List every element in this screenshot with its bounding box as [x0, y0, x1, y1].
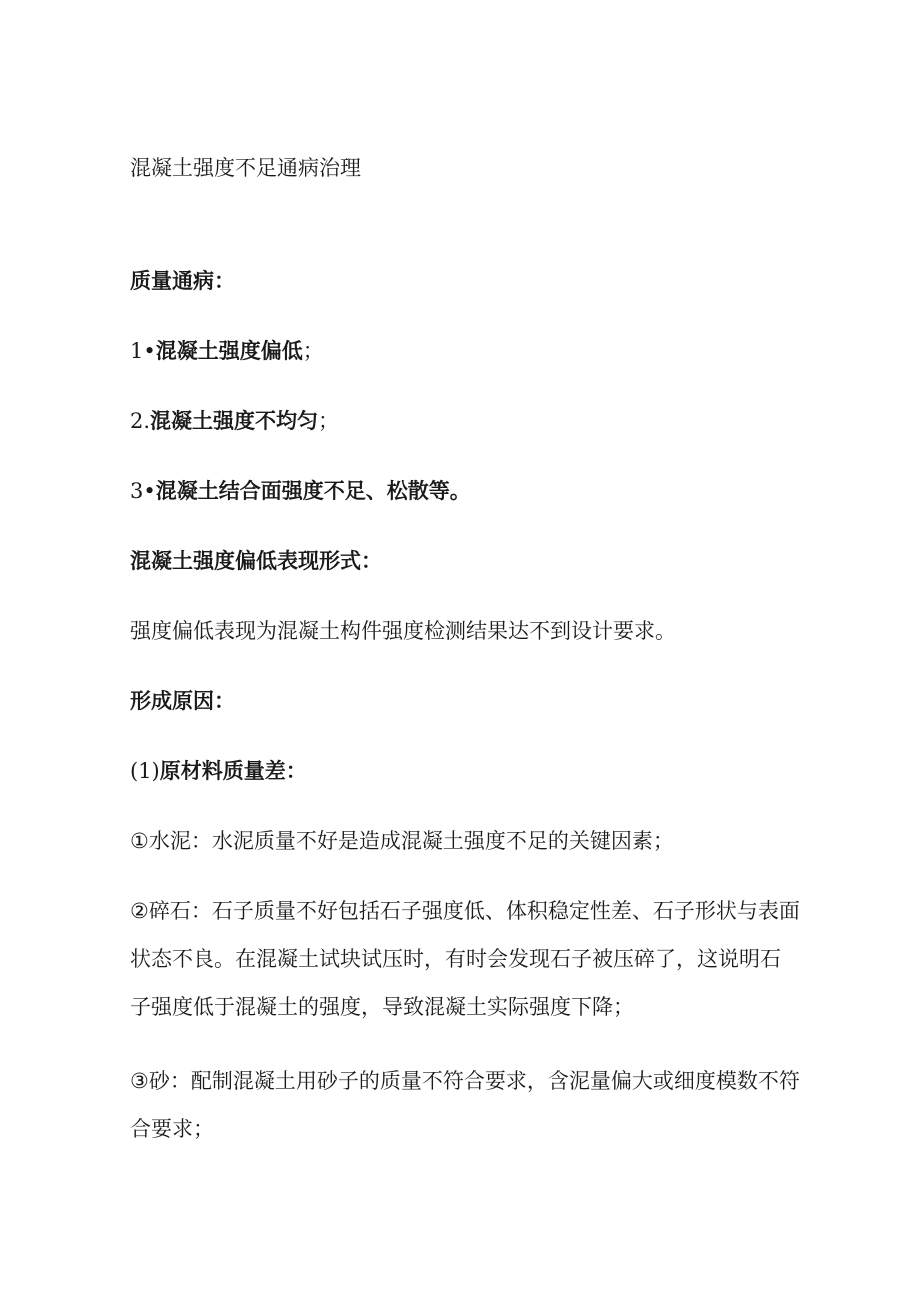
issue-item-1: [130, 336, 324, 366]
item-sand: ③砂：配制混凝土用砂子的质量不符合要求，含泥量偏大或细度模数不符合要求；: [130, 1069, 800, 1141]
issue-text: 混凝土强度偏低: [155, 339, 303, 363]
cause-title: 原材料质量差：: [159, 759, 307, 783]
section-causes: 形成原因：: [130, 689, 235, 713]
issue-number: 2.: [130, 409, 151, 433]
issue-item-2: [130, 406, 339, 436]
issue-item-3: [130, 476, 471, 506]
cause-1-heading: [130, 756, 307, 786]
issue-number: 1•: [130, 339, 156, 363]
item-gravel: ②碎石：石子质量不好包括石子强度低、体积稳定性差、石子形状与表面状态不良。在混凝土试块试压时，有时会发现石子被压碎了，这说明石子强度低于混凝土的强度，导致混凝土实际强度下降；: [130, 899, 800, 1019]
low-strength-description: 强度偏低表现为混凝土构件强度检测结果达不到设计要求。: [130, 619, 676, 643]
section-low-strength: 混凝土强度偏低表现形式：: [130, 549, 382, 573]
document-title: 混凝土强度不足通病治理: [130, 156, 361, 180]
item-cement: ①水泥：水泥质量不好是造成混凝土强度不足的关键因素；: [130, 829, 674, 853]
issue-text: 混凝土结合面强度不足、松散等。: [155, 479, 471, 503]
issue-text: 混凝土强度不均匀: [150, 409, 319, 433]
issue-punct: ；: [318, 409, 340, 433]
cause-number: (1): [130, 759, 160, 783]
issue-number: 3•: [130, 479, 156, 503]
section-quality-issues: 质量通病：: [130, 269, 235, 293]
issue-punct: ；: [302, 339, 324, 363]
